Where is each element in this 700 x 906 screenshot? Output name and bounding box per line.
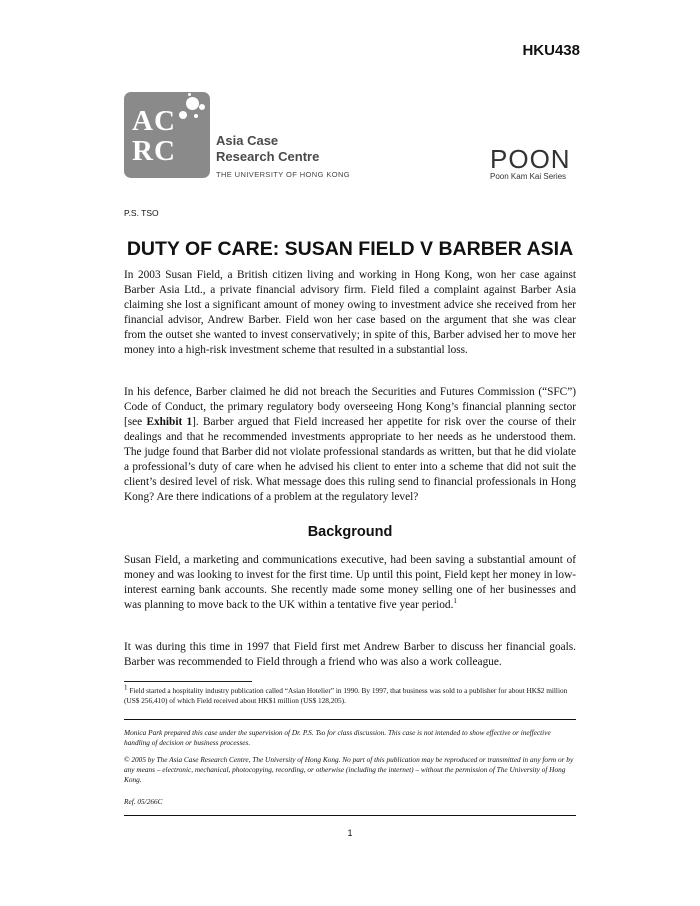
logo-wordmark [216, 133, 350, 183]
poon-series-logo [490, 144, 571, 181]
paragraph-defence-text-cont: ]. Barber argued that Field increased her appetite for risk over the course of their dealings and that he recommended investments appropriate to her needs as he understood them. The judge found that Barber did not violate professional standards as written, but that he did violate a professional’s duty of care when he advised his client to enter into a scheme that did not suit the client’s desired level of risk. What message does this ruling send to financial professionals in Hong Kong? Are there indications of a problem at the regulatory level? [124, 416, 576, 503]
logo-letters: AC RC [132, 105, 176, 167]
logo-name-line2: Research Centre [216, 149, 320, 164]
case-title: DUTY OF CARE: SUSAN FIELD V BARBER ASIA [126, 238, 574, 260]
exhibit-reference: Exhibit 1 [146, 416, 193, 428]
footnote-text: Field started a hospitality industry publication called “Asian Hotelier” in 1990. By 1997, that business was sold to a publisher for about HK$2 million (US$ 256,410) of which Field received about HK$1 million (US$ 128,205). [124, 686, 568, 705]
poon-wordmark: POON [490, 144, 571, 174]
preparation-note: Monica Park prepared this case under the supervision of Dr. P.S. Tso for class discussion. This case is not intended to show effective or ineffective handling of decision or business processes. [124, 728, 551, 747]
acrc-logo [124, 92, 210, 178]
logo-university: THE UNIVERSITY OF HONG KONG [216, 170, 351, 179]
poon-series-name: Poon Kam Kai Series [490, 172, 567, 181]
paragraph-first-meeting: It was during this time in 1997 that Field first met Andrew Barber to discuss her financial goals. Barber was recommended to Field through a friend who was also a work colleague. [124, 641, 576, 668]
footnote-number: 1 [124, 683, 128, 692]
paragraph-background-text: Susan Field, a marketing and communications executive, had been saving a substantial amount of money and was looking to invest for the first time. Up until this point, Field kept her money in low-interest earning bank accounts. She recently made some money selling one of her businesses and was planning to move back to the UK within a tentative five year period. [124, 554, 576, 611]
copyright-notice: © 2005 by The Asia Case Research Centre, The University of Hong Kong. No part of this publication may be reproduced or transmitted in any form or by any means – electronic, mechanical, photocopying, recording, or otherwise (including the internet) – without the permission of The University of Hong Kong. [124, 755, 574, 784]
section-heading-background: Background [307, 524, 393, 540]
paragraph-intro: In 2003 Susan Field, a British citizen living and working in Hong Kong, won her case against Barber Asia Ltd., a private financial advisory firm. Field filed a complaint against Barber Asia claiming she lost a significant amount of money owing to investment advice she received from her financial advisor, Andrew Barber. Field won her case based on the argument that she was clear from the outset she wanted to invest conservatively; in spite of this, Barber advised her to move her money into a high-risk investment scheme that resulted in a substantial loss. [124, 269, 576, 356]
paragraph-defence-text: In his defence, Barber claimed he did not breach the Securities and Futures Commission (“SFC”) Code of Conduct, the primary regulatory body overseeing Hong Kong’s financial planning sector [see [124, 386, 576, 428]
author: P.S. TSO [124, 208, 159, 218]
logo-name-line1: Asia Case [216, 133, 279, 148]
footnote [124, 683, 576, 706]
reference-number: Ref. 05/266C [124, 797, 163, 806]
footer-rule-bottom [124, 815, 576, 816]
paragraph-background [124, 553, 576, 613]
case-code: HKU438 [522, 42, 580, 59]
page-number: 1 [347, 828, 353, 838]
paragraph-defence [124, 385, 576, 505]
footnote-rule [124, 681, 252, 682]
footer-rule-top [124, 719, 576, 720]
footnote-marker: 1 [453, 597, 457, 606]
